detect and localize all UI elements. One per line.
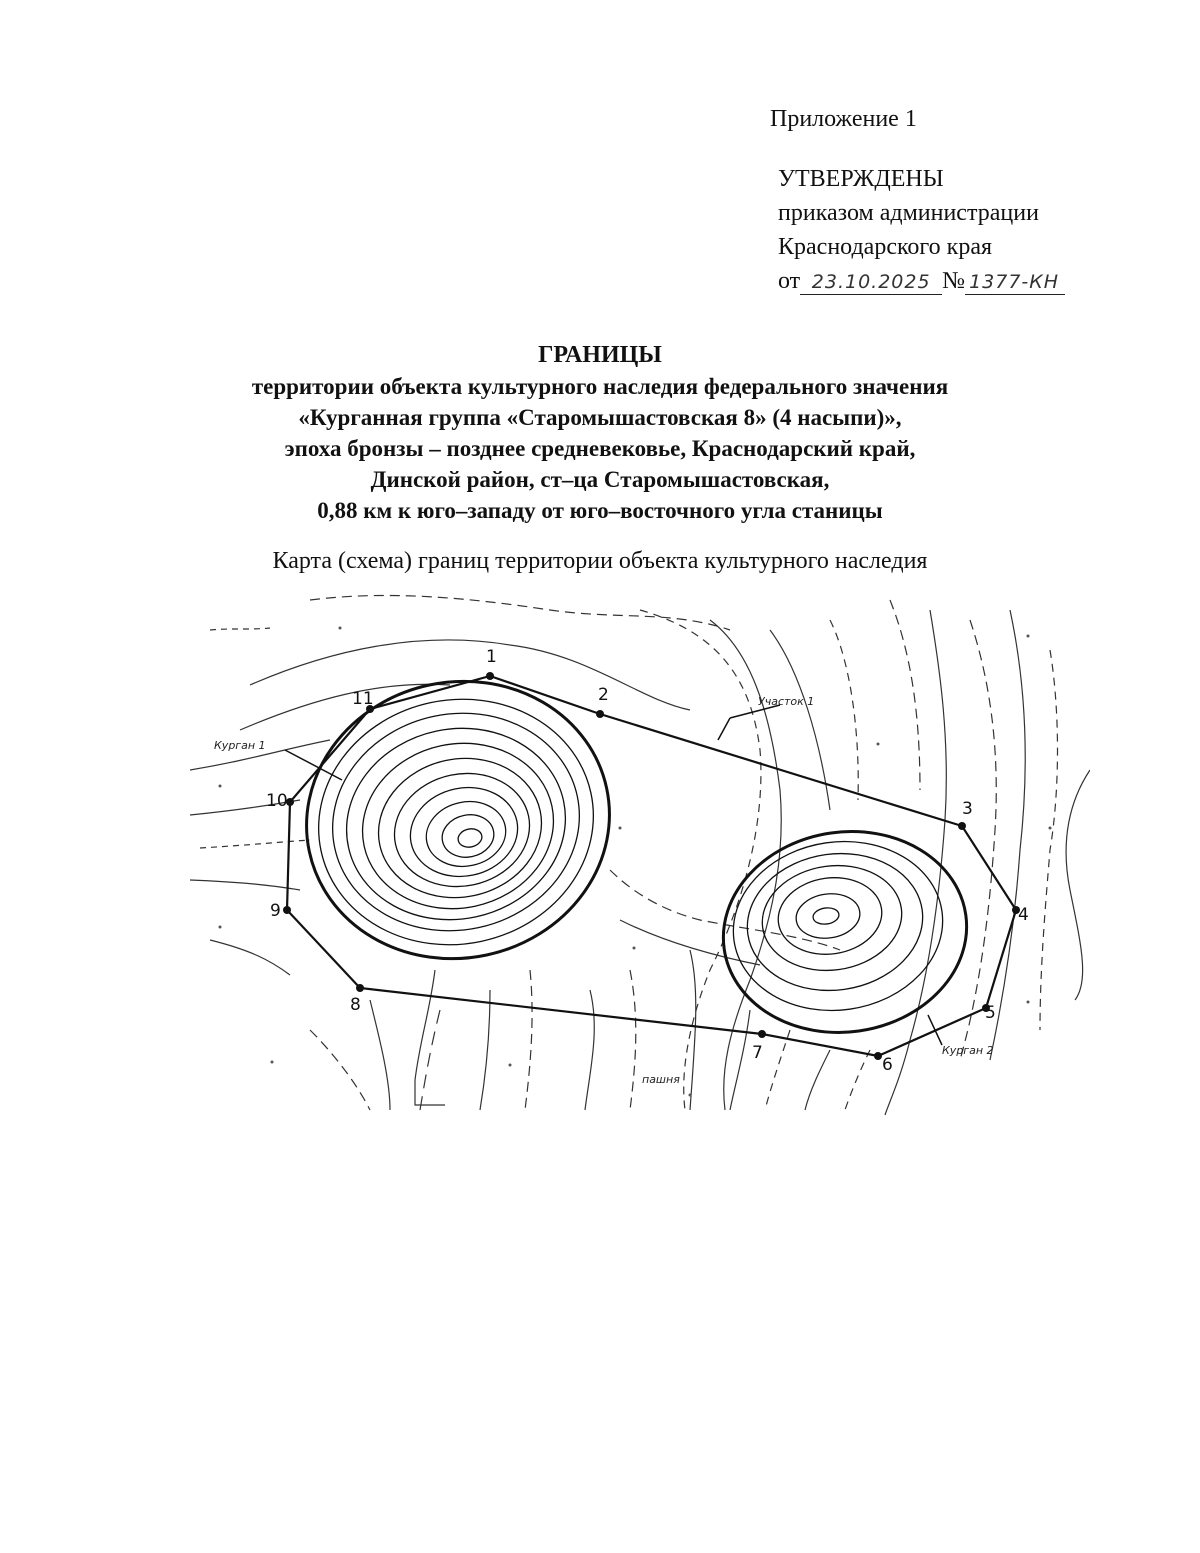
mound-2	[710, 816, 979, 1048]
boundary-polygon	[287, 676, 1016, 1056]
approval-date-number	[778, 264, 1065, 298]
point-label-3: 3	[962, 799, 973, 819]
title-line-6: 0,88 км к юго–западу от юго–восточного угла станицы	[317, 498, 883, 523]
point-label-6: 6	[882, 1055, 893, 1075]
title-line-5: Динской район, ст–ца Старомышастовская,	[370, 467, 830, 492]
mound-1	[281, 653, 636, 986]
number-prefix: №	[942, 268, 966, 294]
point-label-5: 5	[985, 1003, 996, 1023]
elevation-marks	[219, 627, 1052, 1097]
handwritten-date: 23.10.2025	[811, 271, 931, 293]
boundary-map	[190, 590, 1090, 1120]
point-label-1: 1	[486, 647, 497, 667]
fragment-label: Участок 1	[758, 695, 815, 708]
approved-by-order: приказом администрации	[778, 200, 1039, 226]
point-label-10: 10	[266, 791, 288, 811]
point-label-11: 11	[352, 689, 374, 709]
point-label-4: 4	[1018, 905, 1029, 925]
title-line-3: «Курганная группа «Старомышастовская 8» (4 насыпи)»,	[298, 405, 902, 430]
terrain-contours	[190, 595, 1090, 1115]
point-label-7: 7	[752, 1043, 763, 1063]
approved-heading: УТВЕРЖДЕНЫ	[778, 166, 944, 192]
title-line-1: ГРАНИЦЫ	[538, 342, 662, 368]
title-line-2: территории объекта культурного наследия федерального значения	[251, 374, 949, 399]
map-subtitle: Карта (схема) границ территории объекта культурного наследия	[272, 548, 928, 574]
point-label-8: 8	[350, 995, 361, 1015]
handwritten-number: 1377-КН	[969, 271, 1060, 293]
appendix-label: Приложение 1	[770, 106, 917, 132]
document-title	[120, 340, 1080, 526]
approved-region: Краснодарского края	[778, 234, 993, 260]
point-label-2: 2	[598, 685, 609, 705]
approval-block	[778, 162, 1065, 298]
title-line-4: эпоха бронзы – позднее средневековье, Краснодарский край,	[284, 436, 916, 461]
mound-1-label: Курган 1	[214, 739, 266, 752]
point-label-9: 9	[270, 901, 281, 921]
field-label: пашня	[642, 1073, 680, 1086]
mound-2-label: Курган 2	[942, 1044, 994, 1057]
date-prefix: от	[778, 268, 801, 294]
